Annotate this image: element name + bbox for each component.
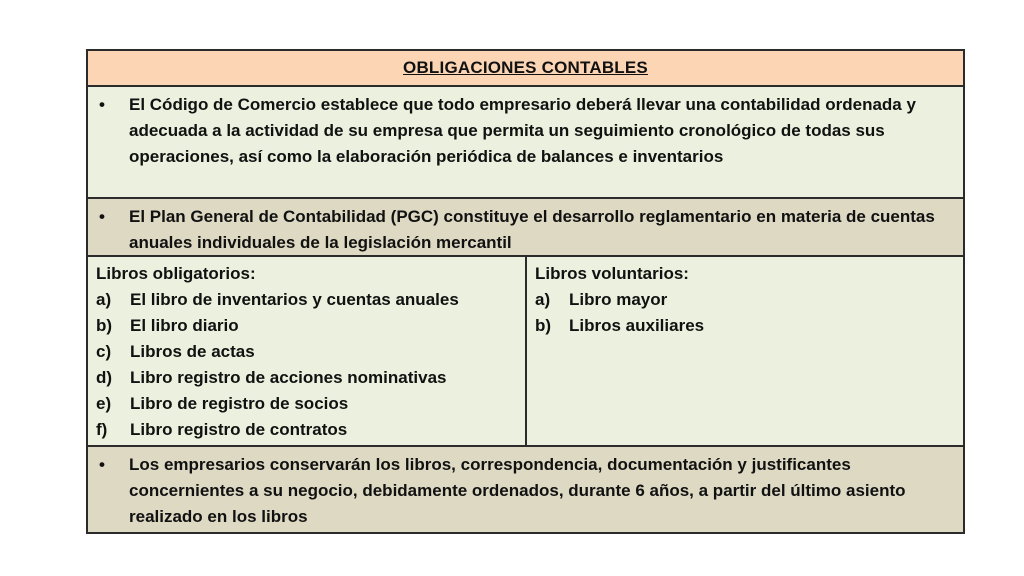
paragraph-pgc	[88, 199, 963, 257]
libros-row	[88, 257, 963, 447]
list-item-text: Libros de actas	[130, 342, 255, 361]
list-item	[96, 365, 517, 391]
list-marker: b)	[96, 316, 113, 335]
list-marker: e)	[96, 394, 112, 413]
list-marker: f)	[96, 420, 108, 439]
paragraph-conservacion	[88, 447, 963, 532]
table-title: OBLIGACIONES CONTABLES	[403, 58, 648, 77]
list-item	[535, 313, 955, 339]
list-marker: a)	[96, 290, 112, 309]
list-item-text: Libro mayor	[569, 290, 668, 309]
libros-voluntarios-cell	[527, 257, 963, 445]
list-item	[96, 339, 517, 365]
paragraph-text: El Código de Comercio establece que todo empresario deberá llevar una contabilidad ordenada y adecuada a la actividad de su empresa que permita un seguimiento cronológico de todas sus operaciones, así como la elaboración periódica de balances e inventarios	[129, 95, 916, 166]
paragraph-text: Los empresarios conservarán los libros, correspondencia, documentación y justificantes concernientes a su negocio, debidamente ordenados, durante 6 años, a partir del último asiento realizado en los libros	[129, 455, 906, 526]
list-marker: a)	[535, 290, 551, 309]
bullet-icon: •	[99, 455, 105, 474]
list-item	[96, 313, 517, 339]
libros-voluntarios-heading: Libros voluntarios:	[535, 264, 689, 283]
list-item	[96, 391, 517, 417]
list-item	[535, 287, 955, 313]
list-item	[96, 287, 517, 313]
bullet-icon: •	[99, 207, 105, 226]
paragraph-text: El Plan General de Contabilidad (PGC) constituye el desarrollo reglamentario en materia de cuentas anuales individuales de la legislación mercantil	[129, 207, 935, 252]
list-marker: b)	[535, 316, 552, 335]
list-item	[96, 417, 517, 443]
table-header	[88, 51, 963, 87]
list-marker: c)	[96, 342, 112, 361]
paragraph-codigo-comercio	[88, 87, 963, 199]
list-item-text: El libro de inventarios y cuentas anuales	[130, 290, 459, 309]
list-item-text: El libro diario	[130, 316, 239, 335]
list-item-text: Libros auxiliares	[569, 316, 705, 335]
list-item-text: Libro de registro de socios	[130, 394, 349, 413]
list-item-text: Libro registro de contratos	[130, 420, 348, 439]
list-item-text: Libro registro de acciones nominativas	[130, 368, 447, 387]
bullet-icon: •	[99, 95, 105, 114]
obligaciones-table	[86, 49, 965, 534]
list-marker: d)	[96, 368, 113, 387]
libros-obligatorios-cell	[88, 257, 527, 445]
libros-obligatorios-heading: Libros obligatorios:	[96, 264, 256, 283]
